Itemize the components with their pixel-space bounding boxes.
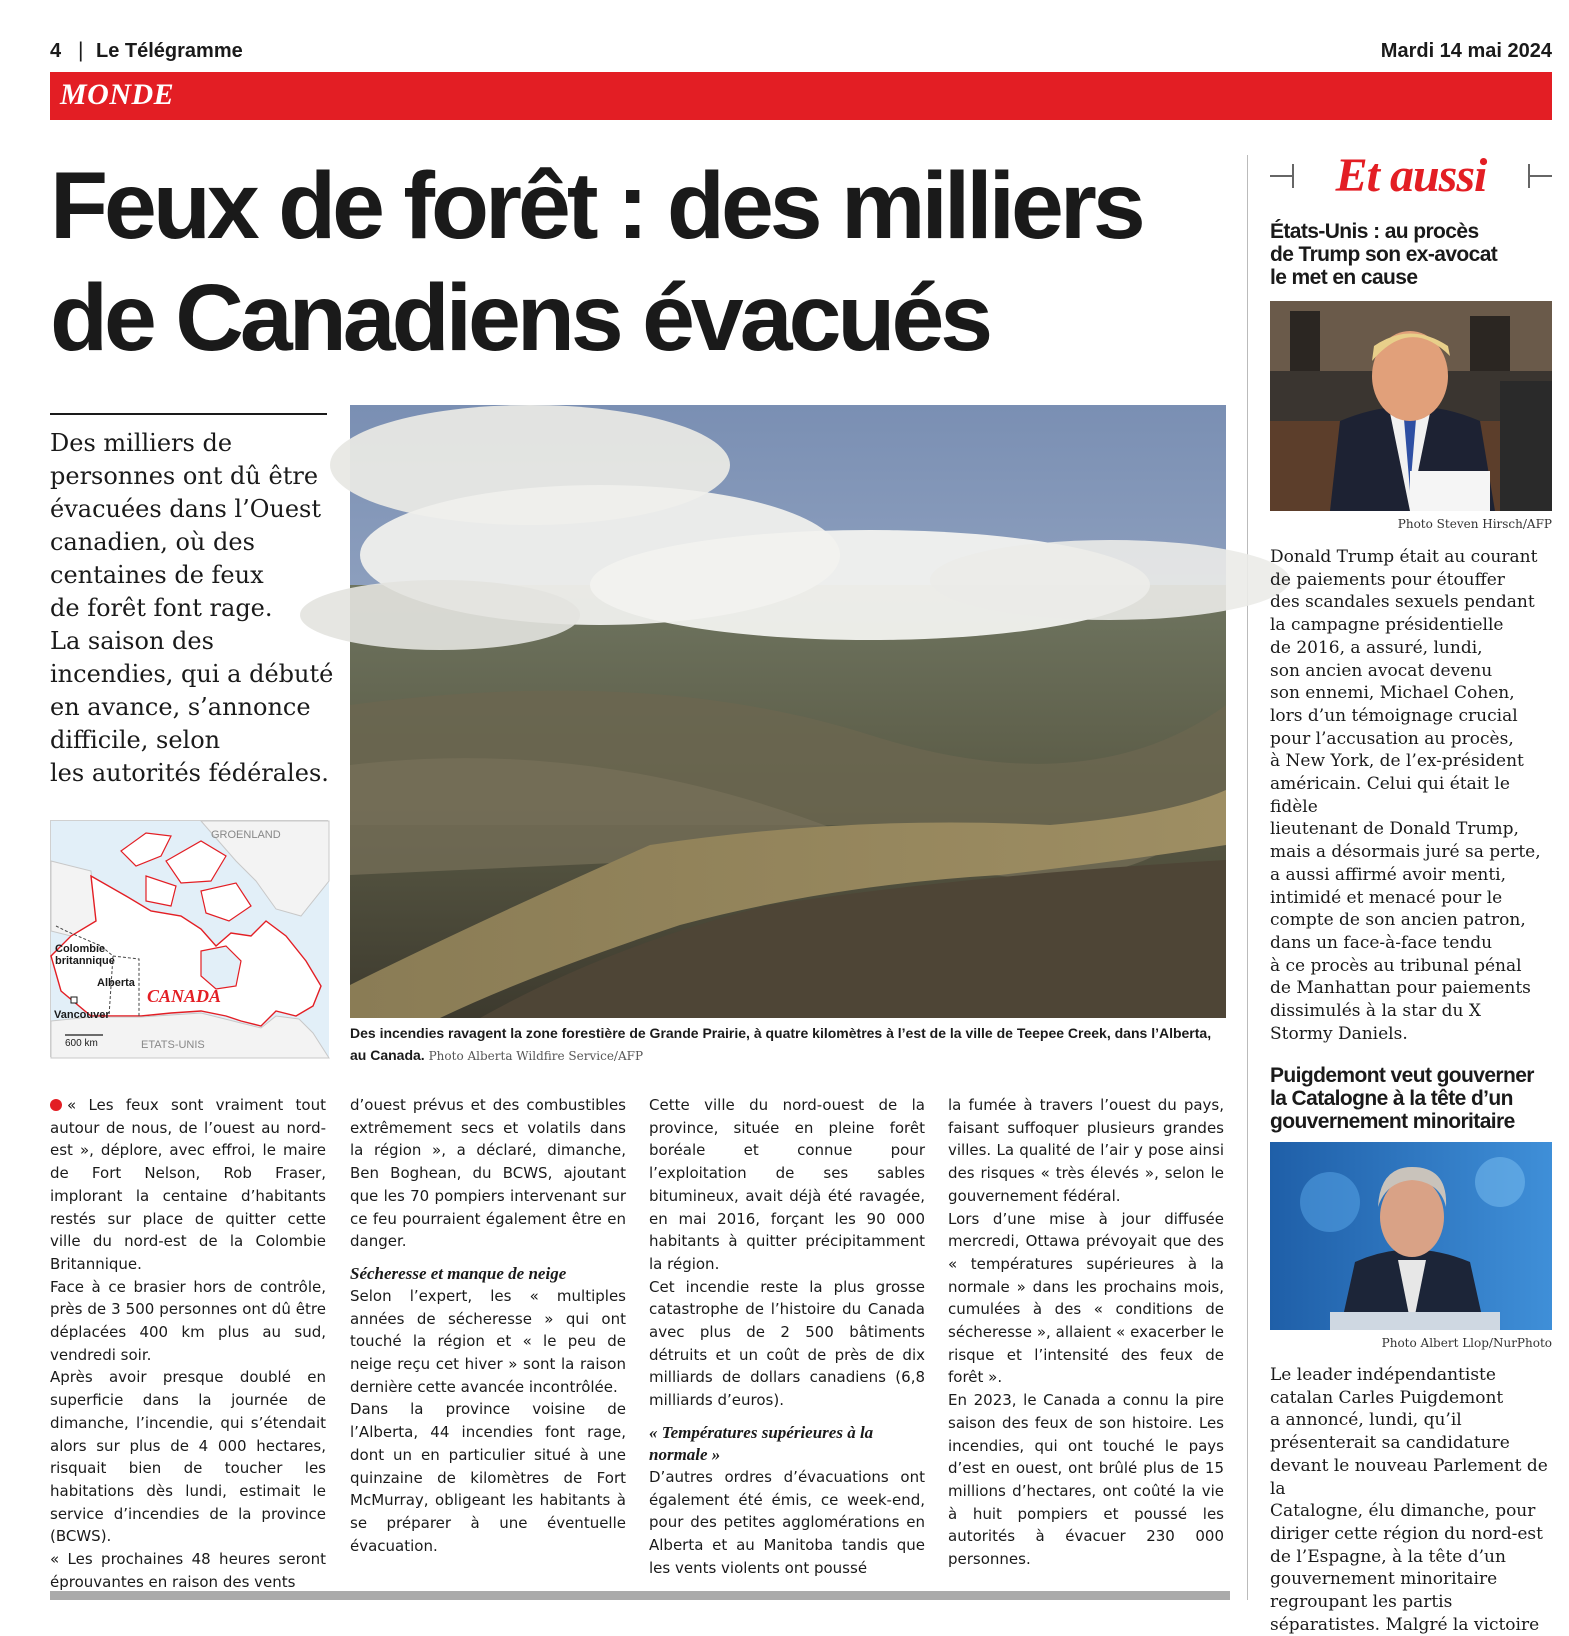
col1-p4: « Les prochaines 48 heures seront éprouvantes en raison des vents [50, 1550, 326, 1591]
wildfire-photo-graphic [350, 405, 1226, 1018]
bullet-dot [50, 1099, 62, 1111]
sidebar-story2-headline: Puigdemont veut gouverner la Catalogne à la tête d’un gouvernement minoritaire [1270, 1064, 1534, 1133]
sidebar-story2-body: Le leader indépendantiste catalan Carles Puigdemont a annoncé, lundi, qu’il présenterait sa candidature devant le nouveau Parlement de la Catalogne, élu dimanche, pour diriger cette région du nord-est de l’Espagne, à la tête d’un gouvernement minoritaire regroupant les partis séparatistes. Malgré la victoire [1270, 1365, 1548, 1635]
issue-date: Mardi 14 mai 2024 [1380, 40, 1552, 62]
page-header [50, 40, 1552, 66]
article-headline [50, 150, 1250, 374]
map-label-colombie: Colombie britannique [55, 943, 115, 967]
photo-caption [350, 1022, 1226, 1067]
headline-line-2: de Canadiens évacués [50, 265, 990, 371]
page-number: 4 [50, 40, 62, 62]
puigdemont-photo [1270, 1142, 1552, 1330]
sidebar-title-block [1270, 150, 1552, 202]
map-label-scale: 600 km [65, 1038, 98, 1049]
map-label-canada: CANADA [147, 986, 222, 1006]
headline-line-1: Feux de forêt : des milliers [50, 153, 1142, 259]
wildfire-photo [350, 405, 1226, 1018]
col1-p2: Face à ce brasier hors de contrôle, près de 3 500 personnes ont dû être déplacées 400 km plus au sud, vendredi soir. [50, 1277, 326, 1364]
col3-p2: Cet incendie reste la plus grosse catastrophe de l’histoire du Canada avec plus de 2 500 bâtiments détruits et un coût de près de dix milliards de dollars canadiens (6,8 milliards d’euros). [649, 1277, 925, 1410]
body-column-2 [350, 1094, 626, 1557]
photo-caption-text: Des incendies ravagent la zone forestière de Grande Prairie, à quatre kilomètres à l’est de la ville de Teepee Creek, dans l’Alberta, au Canada. [350, 1025, 1212, 1063]
map-label-alberta: Alberta [97, 977, 135, 989]
body-column-1 [50, 1094, 326, 1593]
col2-p1: d’ouest prévus et des combustibles extrêmement secs et volatils dans la région », a déclaré, dimanche, Ben Boghean, du BCWS, ajoutant que les 70 pompiers intervenant sur ce feu pourraient également être en danger. [350, 1096, 626, 1251]
sidebar-title: Et aussi [1335, 149, 1487, 202]
col1-p1: « Les feux sont vraiment tout autour de nous, de l’ouest au nord-est », déplore, avec effroi, le maire de Fort Nelson, Rob Fraser, implorant la centaine d’habitants restés sur place de quitter cette ville du nord-est de la Colombie Britannique. [50, 1096, 326, 1273]
body-column-4 [948, 1094, 1224, 1571]
section-band [50, 72, 1552, 120]
map-label-vancouver: Vancouver [54, 1009, 110, 1021]
sidebar-story1-body: Donald Trump était au courant de paiements pour étouffer des scandales sexuels pendant la campagne présidentielle de 2016, a assuré, lundi, son ancien avocat devenu son ennemi, Michael Cohen, lors d’un témoignage crucial pour l’accusation au procès, à New York, de l’ex-président américain. Celui qui était le fidèle lieutenant de Donald Trump, mais a désormais juré sa perte, a aussi affirmé avoir menti, intimidé et menacé pour le compte de son ancien patron, dans un face-à-face tendu à ce procès au tribunal pénal de Manhattan pour paiements dissimulés à la star du X Stormy Daniels. [1270, 547, 1541, 1044]
col4-p2: Lors d’une mise à jour diffusée mercredi, Ottawa prévoyait que des « températures supérieures à la normale » dans les prochains mois, cumulées à des « conditions de sécheresse », allaient « exacerber le risque et l’intensité des feux de forêt ». [948, 1209, 1224, 1387]
trump-photo-credit: Photo Steven Hirsch/AFP [1397, 517, 1552, 531]
col3-subhead: « Températures supérieures à la normale » [649, 1422, 874, 1464]
col2-p3: Dans la province voisine de l’Alberta, 44 incendies font rage, dont un en particulier situé à une quinzaine de kilomètres de Fort McMurray, obligeant les habitants à se préparer à une éventuelle évacuation. [350, 1400, 626, 1555]
map-label-groenland: GROENLAND [211, 829, 281, 841]
canada-map-graphic [51, 821, 329, 1058]
col3-p3: D’autres ordres d’évacuations ont également été émis, ce week-end, pour des petites agglomérations en Alberta et au Manitoba tandis que les vents violents ont poussé [649, 1467, 925, 1577]
sidebar-story1-headline: États-Unis : au procès de Trump son ex-avocat le met en cause [1270, 220, 1498, 289]
puigdemont-photo-credit: Photo Albert Llop/NurPhoto [1381, 1336, 1552, 1350]
column-divider [1247, 155, 1248, 1600]
article-lead: Des milliers de personnes ont dû être évacuées dans l’Ouest canadien, où des centaines de feux de forêt font rage. La saison des incendies, qui a débuté en avance, s’annonce difficile, selon les autorités fédérales. [50, 429, 334, 787]
map-label-usa: ETATS-UNIS [141, 1039, 205, 1051]
col2-subhead: Sécheresse et manque de neige [350, 1263, 567, 1283]
canada-map [50, 820, 328, 1057]
col2-p2: Selon l’expert, les « multiples années de sécheresse » qui ont touché la région et « le peu de neige reçu cet hiver » sont la raison dernière cette avancée incontrôlée. [350, 1286, 626, 1396]
publication-name: Le Télégramme [96, 40, 243, 62]
lead-rule [50, 413, 327, 415]
col1-p3: Après avoir presque doublé en superficie dans la journée de dimanche, l’incendie, qui s’étendait alors sur plus de 4 000 hectares, risquait bien de toucher les habitations dès lundi, estimait le service d’incendies de la province (BCWS). [50, 1368, 326, 1546]
section-label: MONDE [60, 78, 175, 111]
puigdemont-photo-graphic [1270, 1142, 1552, 1330]
photo-credit: Photo Alberta Wildfire Service/AFP [428, 1049, 644, 1063]
col4-p3: En 2023, le Canada a connu la pire saison des feux de son histoire. Les incendies, qui ont touché le pays d’est en ouest, ont brûlé plus de 15 millions d’hectares, ont coûté la vie à huit pompiers et poussé les autorités à évacuer 230 000 personnes. [948, 1391, 1224, 1569]
bottom-bar [50, 1591, 1230, 1600]
col4-p1: la fumée à travers l’ouest du pays, faisant suffoquer plusieurs grandes villes. La qualité de l’air y pose ainsi des risques « très élevés », selon le gouvernement fédéral. [948, 1096, 1224, 1205]
header-separator: | [78, 39, 84, 62]
col3-p1: Cette ville du nord-ouest de la province, située en pleine forêt boréale et connue pour l’exploitation de ses sables bitumineux, avait déjà été ravagée, en mai 2016, forçant les 90 000 habitants à quitter précipitamment la région. [649, 1096, 925, 1273]
body-column-3 [649, 1094, 925, 1579]
trump-photo [1270, 301, 1552, 511]
trump-photo-graphic [1270, 301, 1552, 511]
